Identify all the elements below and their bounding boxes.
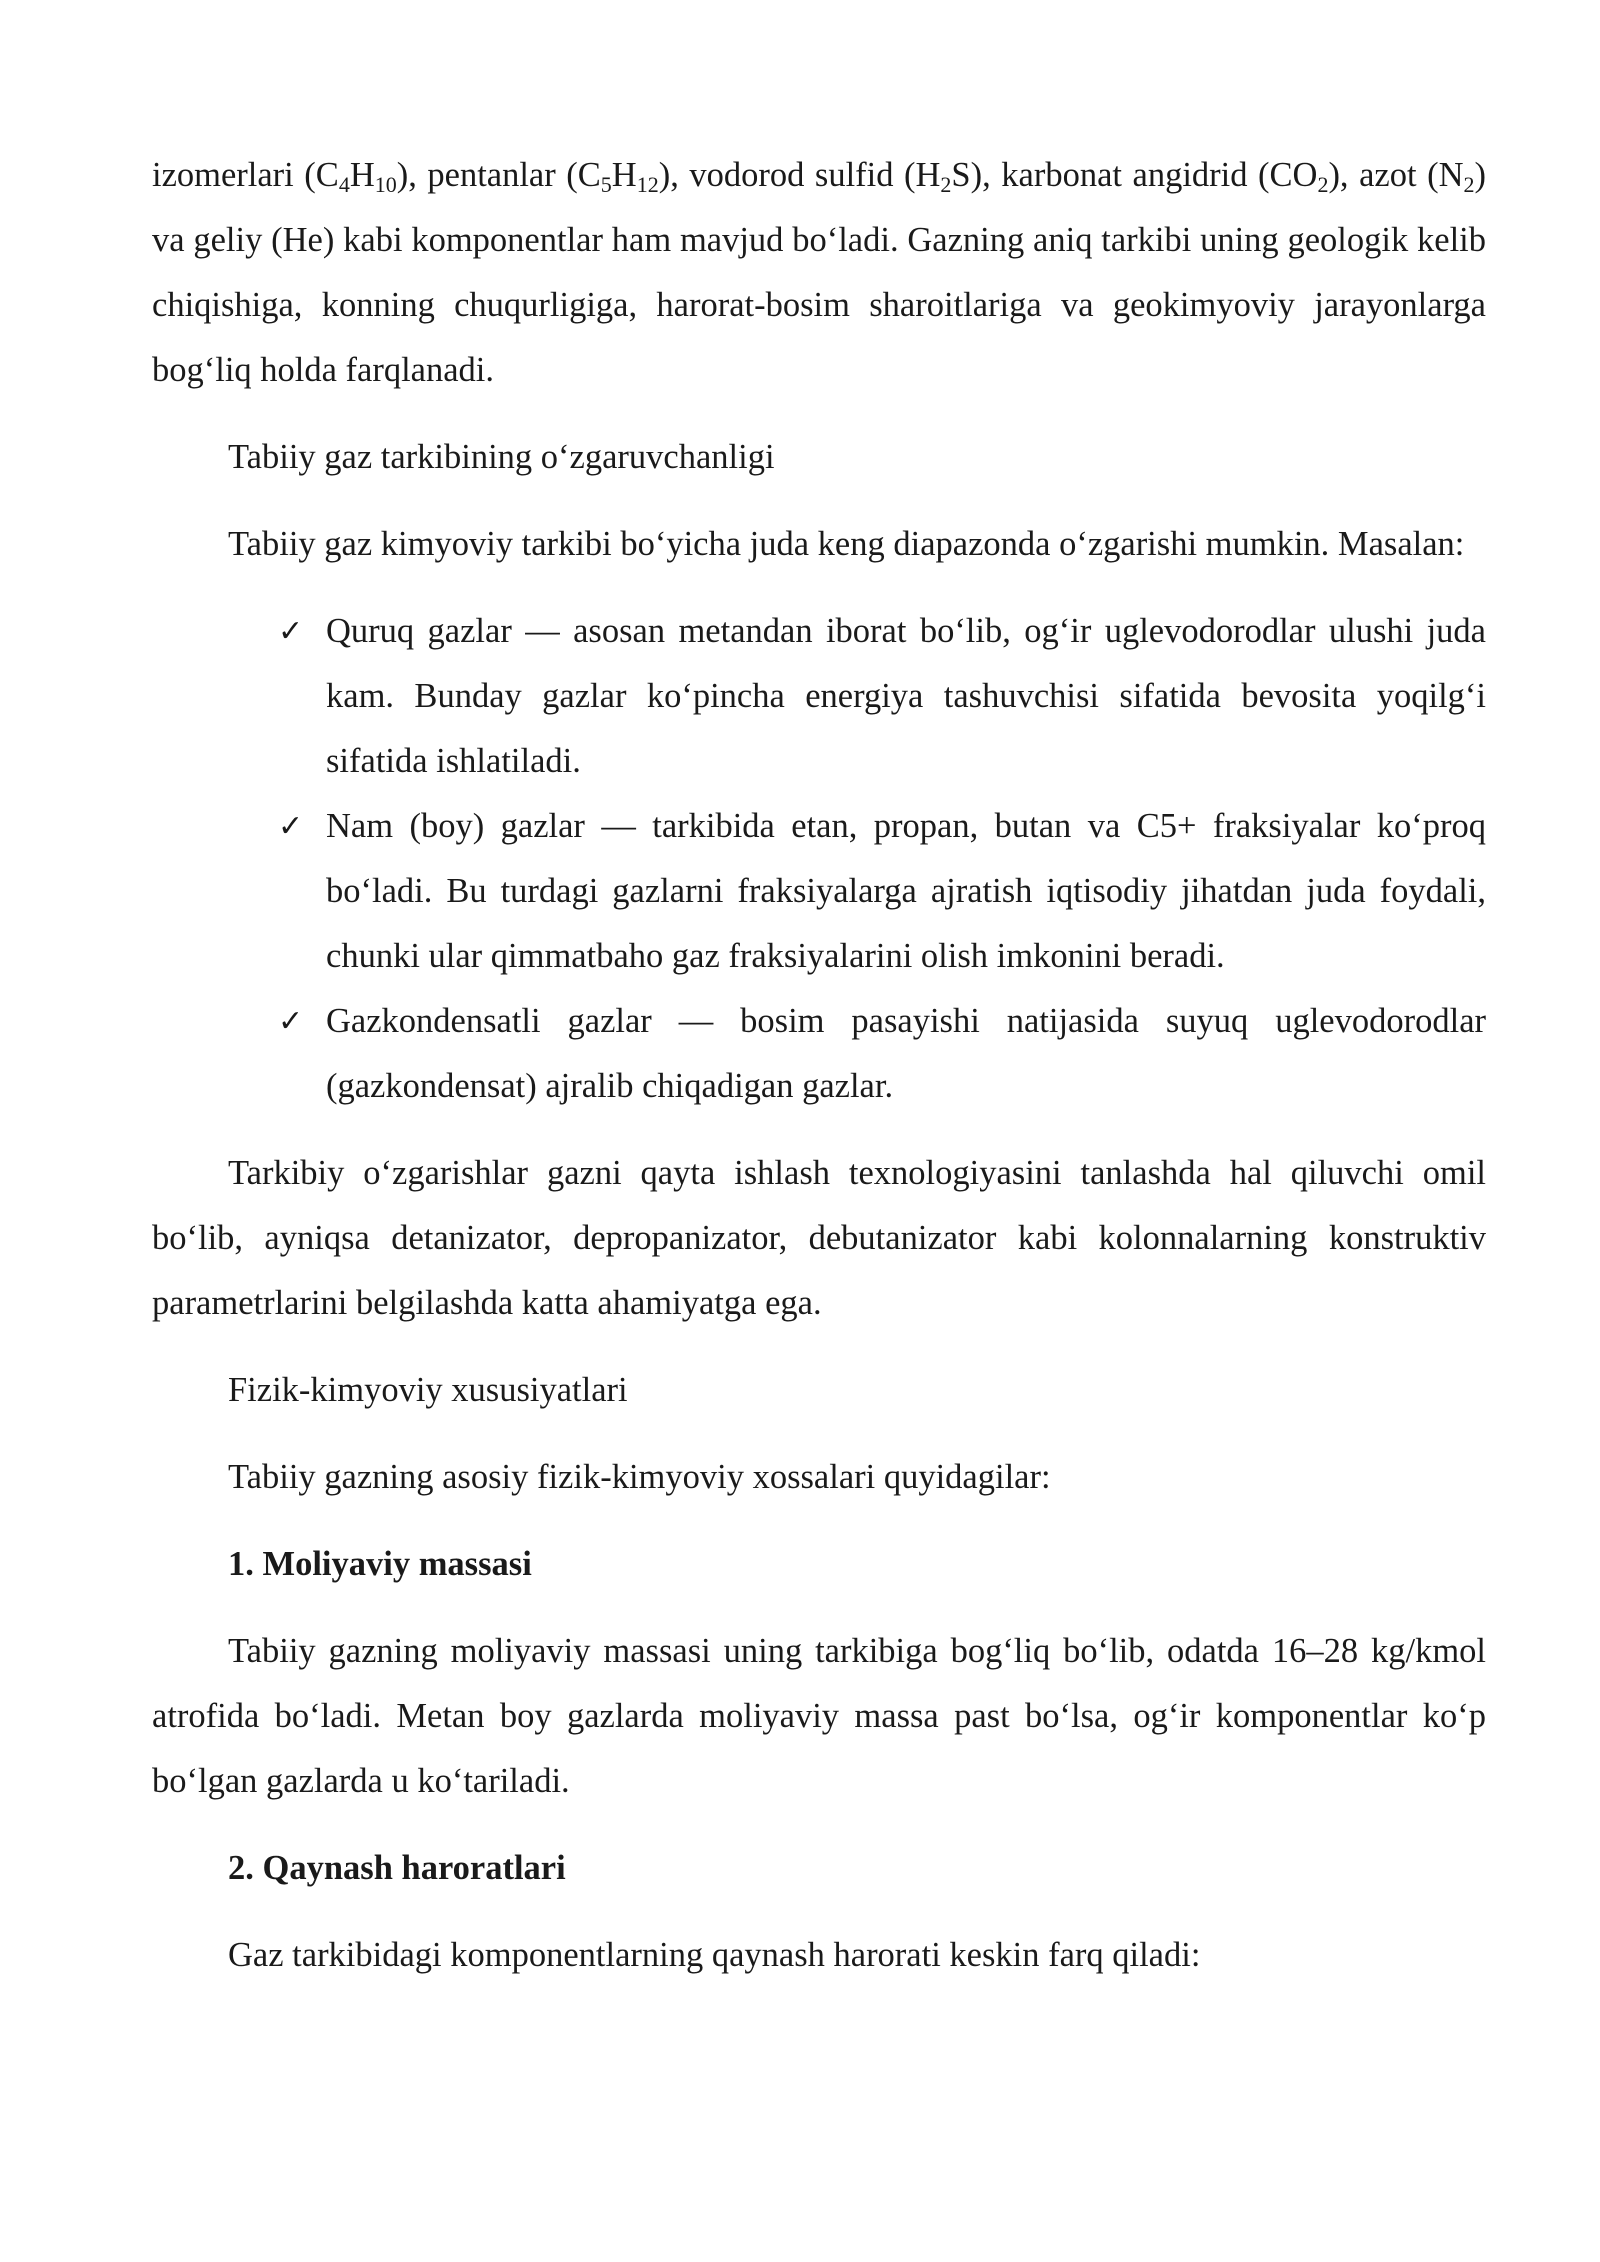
paragraph-variability-intro: Tabiiy gaz kimyoviy tarkibi bo‘yicha juda keng diapazonda o‘zgarishi mumkin. Masalan: (228, 525, 1465, 563)
checkmark-icon: ✓ (278, 809, 304, 844)
paragraph-molar-mass: Tabiiy gazning moliyaviy massasi uning tarkibiga bog‘liq bo‘lib, odatda 16–28 kg/kmol atrofida bo‘ladi. Metan boy gazlarda moliyaviy massa past bo‘lsa, og‘ir komponentlar ko‘p bo‘lgan gazlarda u ko‘tariladi. (152, 1632, 1486, 1800)
checkmark-icon: ✓ (278, 614, 304, 649)
subheading-boiling-points: 2. Qaynash haroratlari (228, 1849, 566, 1887)
paragraph-boiling-points: Gaz tarkibidagi komponentlarning qaynash harorati keskin farq qiladi: (228, 1936, 1201, 1974)
paragraph-composition-changes: Tarkibiy o‘zgarishlar gazni qayta ishlash texnologiyasini tanlashda hal qiluvchi omil bo‘lib, ayniqsa detanizator, depropanizator, debutanizator kabi kolonnalarning konstruktiv parametrlarini belgilashda katta ahamiyatga ega. (152, 1154, 1486, 1322)
list-item: ✓ Nam (boy) gazlar — tarkibida etan, propan, butan va C5+ fraksiyalar ko‘proq bo‘ladi. Bu turdagi gazlarni fraksiyalarga ajratish iqtisodiy jihatdan juda foydali, chunki ular qimmatbaho gaz fraksiyalarini olish imkonini beradi. (152, 794, 1486, 989)
subheading-molar-mass: 1. Moliyaviy massasi (228, 1545, 532, 1583)
paragraph-components: izomerlari $(C_4H_{10})$, pentanlar $(C_5H_{12})$, vodorod sulfid $(H_2S)$, karbonat angidrid $(CO_2)$, azot $(N_2)$ va geliy (He) kabi komponentlar ham mavjud bo‘ladi. Gazning aniq tarkibi uning geologik kelib chiqishiga, konning chuqurligiga, harorat-bosim sharoitlariga va geokimyoviy jarayonlarga bog‘liq holda farqlanadi. (152, 156, 1486, 389)
document-page (152, 0, 1486, 1988)
list-item: ✓ Gazkondensatli gazlar — bosim pasayishi natijasida suyuq uglevodorodlar (gazkondensat) ajralib chiqadigan gazlar. (152, 989, 1486, 1119)
list-item: ✓ Quruq gazlar — asosan metandan iborat bo‘lib, og‘ir uglevodorodlar ulushi juda kam. Bunday gazlar ko‘pincha energiya tashuvchisi sifatida bevosita yoqilg‘i sifatida ishlatiladi. (152, 599, 1486, 794)
checkmark-icon: ✓ (278, 1004, 304, 1039)
section-heading-physchem: Fizik-kimyoviy xususiyatlari (228, 1371, 628, 1409)
gas-types-checklist (152, 599, 1486, 1119)
paragraph-physchem-intro: Tabiiy gazning asosiy fizik-kimyoviy xossalari quyidagilar: (228, 1458, 1051, 1496)
section-heading-variability: Tabiiy gaz tarkibining o‘zgaruvchanligi (228, 438, 775, 476)
